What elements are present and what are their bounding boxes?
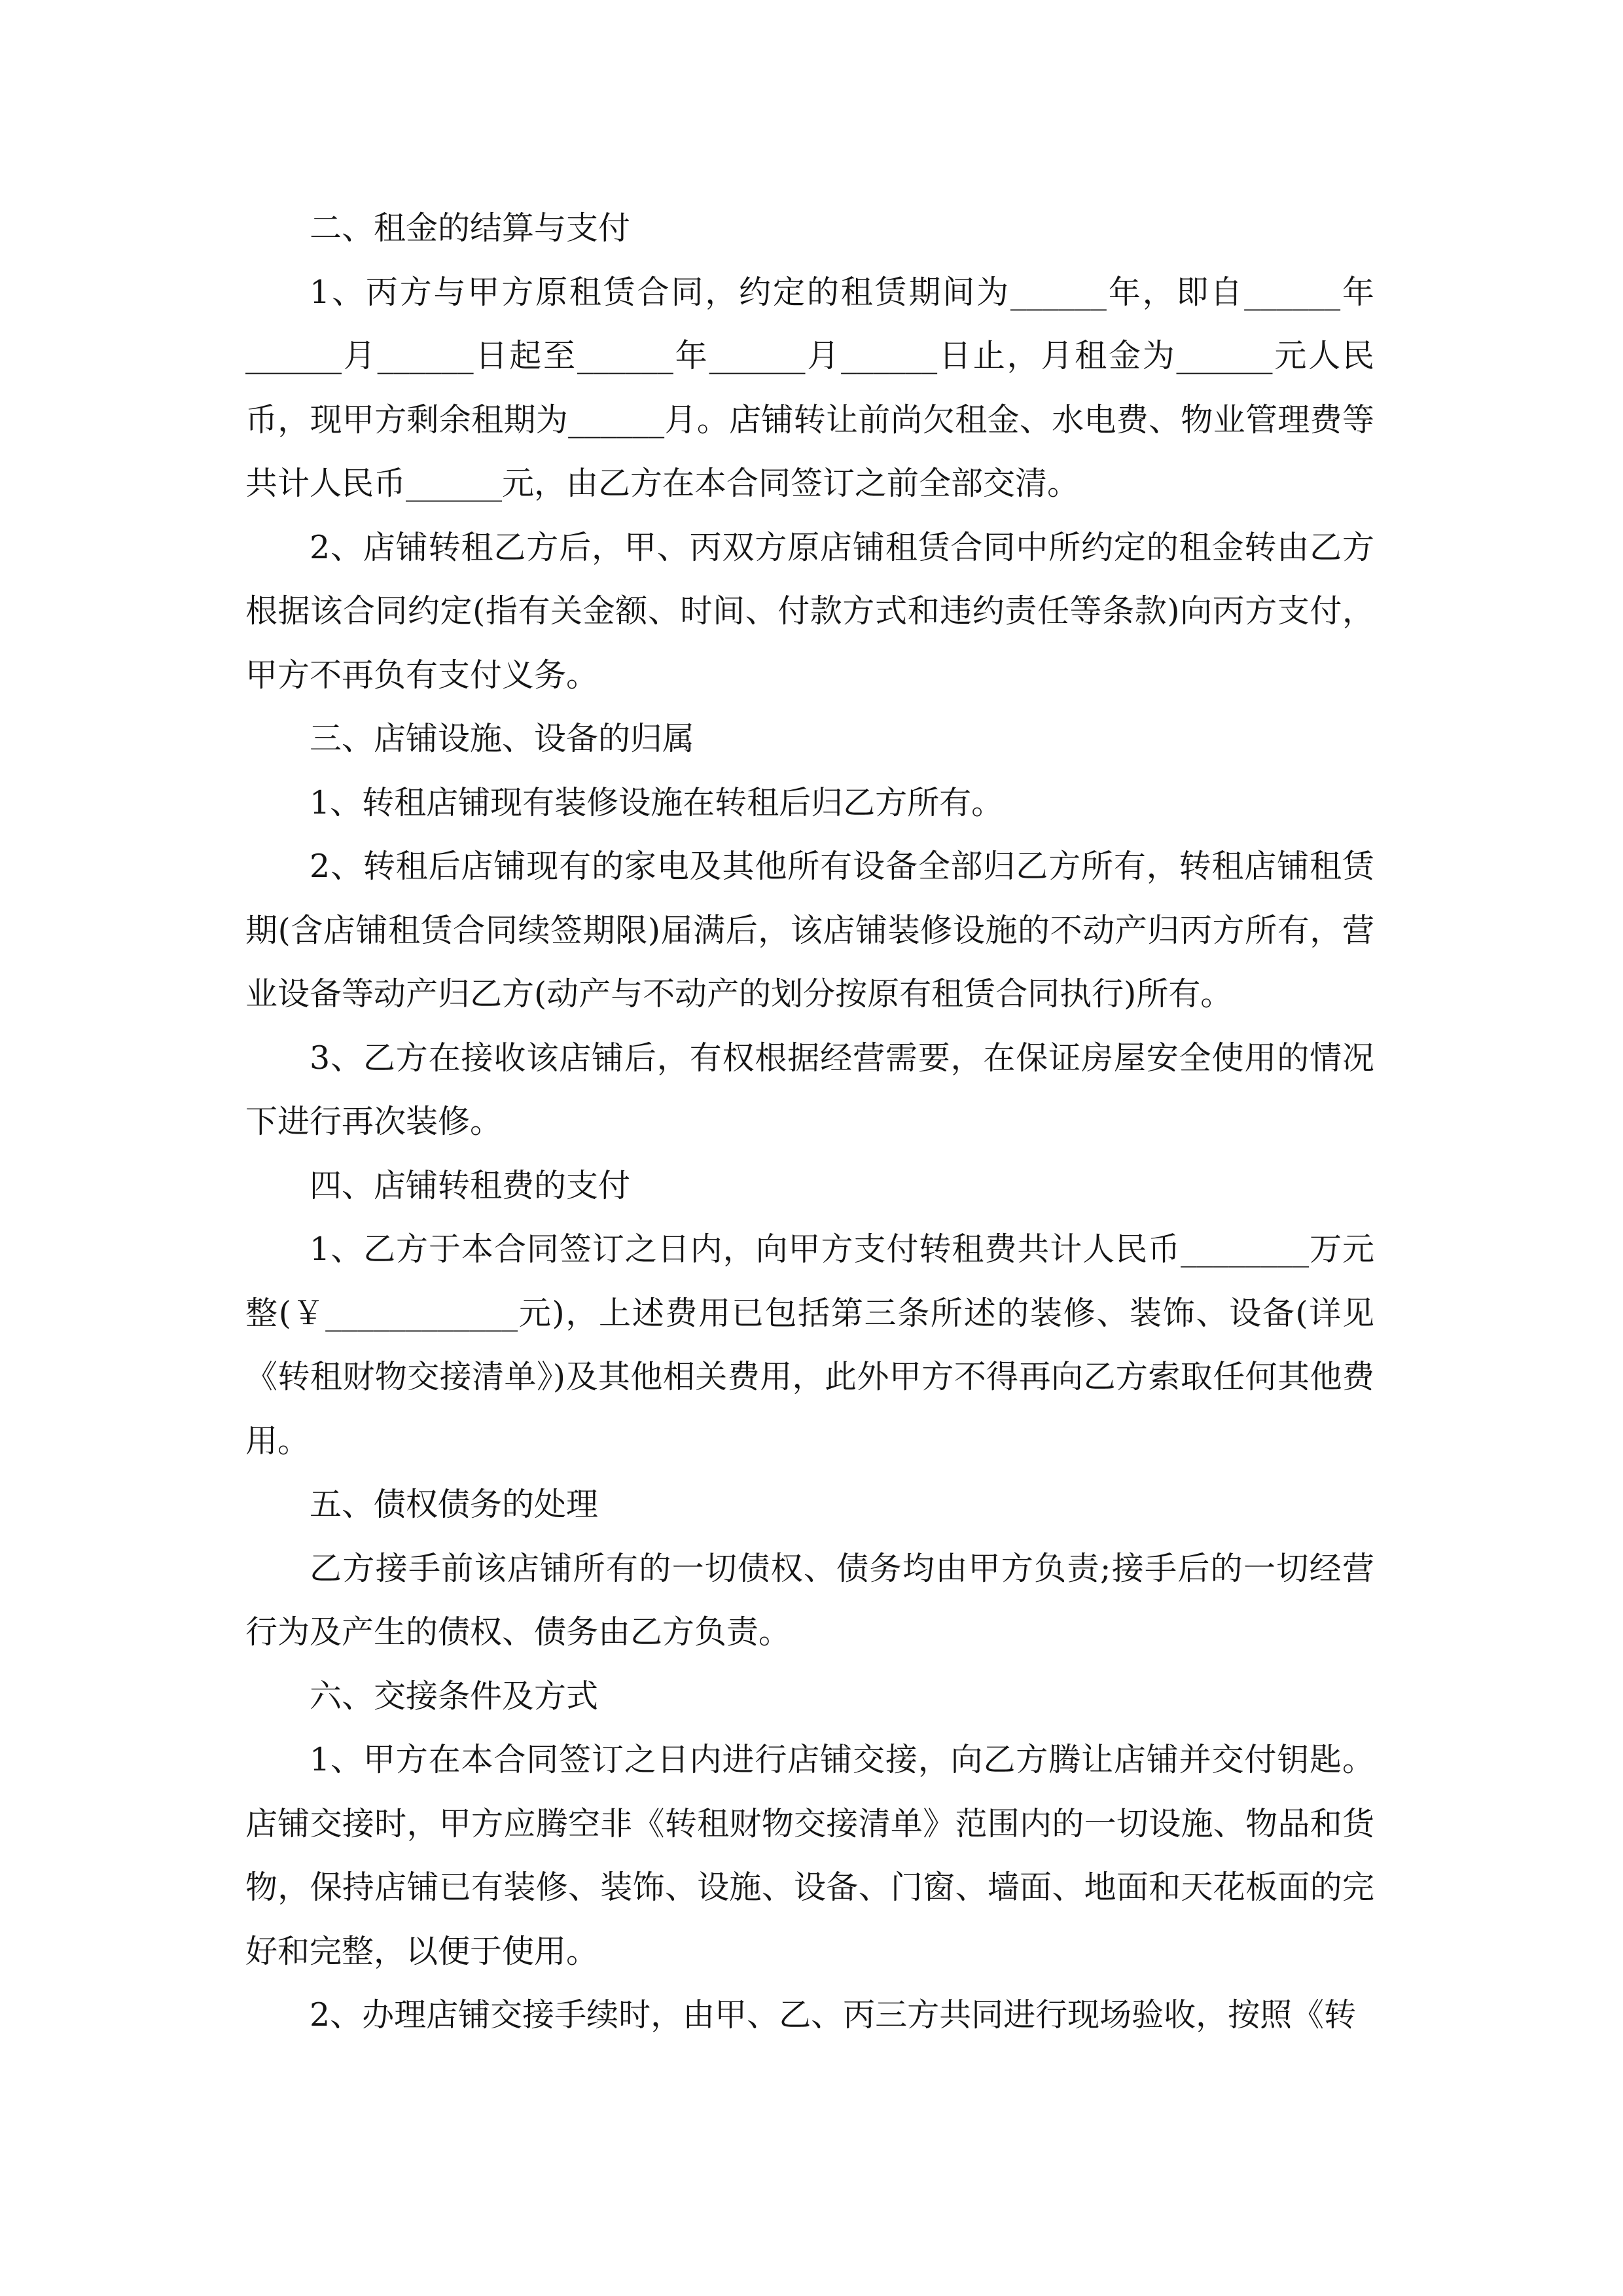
section-heading-facilities: 三、店铺设施、设备的归属 <box>310 720 695 757</box>
section-heading-transfer-fee: 四、店铺转租费的支付 <box>310 1166 631 1204</box>
paragraph-transfer-fee: 1、乙方于本合同签订之日内，向甲方支付转租费共计人民币________万元整(￥____________元)，上述费用已包括第三条所述的装修、装饰、设备(详见《转租财物交接清单》)及其他相关费用，此外甲方不得再向乙方索取任何其他费用。 <box>245 1230 1374 1460</box>
paragraph-decoration-ownership: 1、转租店铺现有装修设施在转租后归乙方所有。 <box>310 783 1004 821</box>
paragraph-rent-transfer: 2、店铺转租乙方后，甲、丙双方原店铺租赁合同中所约定的租金转由乙方根据该合同约定(指有关金额、时间、付款方式和违约责任等条款)向丙方支付，甲方不再负有支付义务。 <box>245 528 1374 694</box>
paragraph-rent-term: 1、丙方与甲方原租赁合同，约定的租赁期间为______年，即自______年______月______日起至______年______月______日止，月租金为______元人民币，现甲方剩余租期为______月。店铺转让前尚欠租金、水电费、物业管理费等共计人民币______元，由乙方在本合同签订之前全部交清。 <box>245 273 1374 502</box>
paragraph-handover-conditions: 1、甲方在本合同签订之日内进行店铺交接，向乙方腾让店铺并交付钥匙。店铺交接时，甲方应腾空非《转租财物交接清单》范围内的一切设施、物品和货物，保持店铺已有装修、装饰、设施、设备、门窗、墙面、地面和天花板面的完好和完整，以便于使用。 <box>245 1741 1374 1970</box>
paragraph-handover-procedure: 2、办理店铺交接手续时，由甲、乙、丙三方共同进行现场验收，按照《转 <box>310 1996 1357 2034</box>
paragraph-redecoration: 3、乙方在接收该店铺后，有权根据经营需要，在保证房屋安全使用的情况下进行再次装修。 <box>245 1039 1374 1140</box>
paragraph-debts: 乙方接手前该店铺所有的一切债权、债务均由甲方负责;接手后的一切经营行为及产生的债权、债务由乙方负责。 <box>245 1549 1374 1651</box>
paragraph-equipment-ownership: 2、转租后店铺现有的家电及其他所有设备全部归乙方所有，转租店铺租赁期(含店铺租赁合同续签期限)届满后，该店铺装修设施的不动产归丙方所有，营业设备等动产归乙方(动产与不动产的划分按原有租赁合同执行)所有。 <box>245 848 1374 1013</box>
document-body <box>245 196 1374 2047</box>
section-heading-debts: 五、债权债务的处理 <box>310 1486 599 1523</box>
section-heading-handover: 六、交接条件及方式 <box>310 1677 599 1715</box>
section-heading-rent-settlement: 二、租金的结算与支付 <box>310 209 631 247</box>
